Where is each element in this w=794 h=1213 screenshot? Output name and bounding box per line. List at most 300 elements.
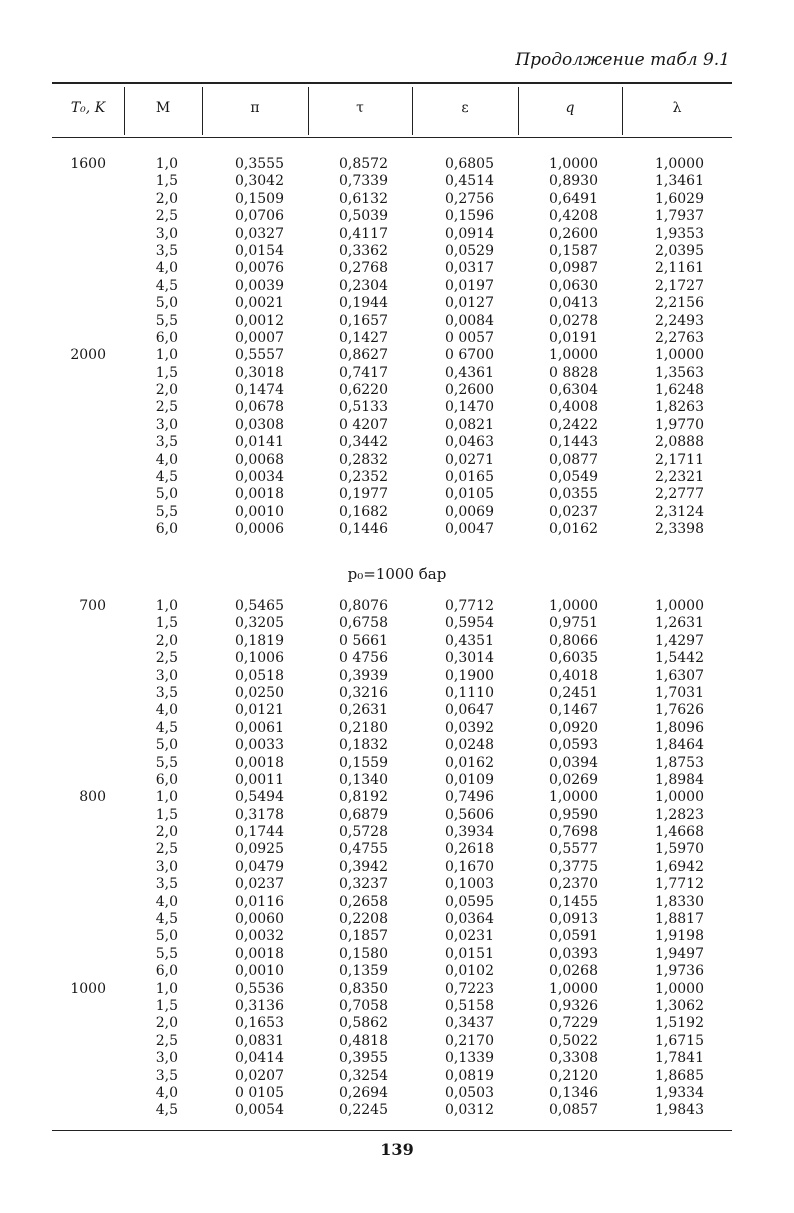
table-cell: 0,0018 xyxy=(235,945,284,962)
table-cell: 2,5 xyxy=(155,1032,178,1049)
table-cell: 0,3442 xyxy=(339,434,388,451)
table-cell: 0,1900 xyxy=(445,667,494,684)
table-cell: 0,0877 xyxy=(549,451,598,468)
table-cell: 1,0000 xyxy=(655,598,704,614)
table-cell: 2,0 xyxy=(155,824,178,841)
table-cell: 0,1857 xyxy=(339,928,388,945)
table-cell: 0,3018 xyxy=(235,364,284,381)
table-cell: 0,0154 xyxy=(235,242,284,259)
table-cell: 1,8464 xyxy=(655,737,704,754)
table-cell: 0,2352 xyxy=(339,469,388,486)
table-cell: 0,0913 xyxy=(549,911,598,928)
table-cell: 1,7031 xyxy=(655,684,704,701)
table-cell: 0,9590 xyxy=(549,806,598,823)
table-cell: 0,0237 xyxy=(549,503,598,520)
table-cell: 2,2156 xyxy=(655,295,704,312)
table-cell: 4,5 xyxy=(155,1102,178,1119)
table-cell: 0,5606 xyxy=(445,806,494,823)
table-row xyxy=(0,598,794,615)
table-row xyxy=(0,521,794,538)
table-cell: 0,8930 xyxy=(549,173,598,190)
table-cell: 1,9736 xyxy=(655,963,704,980)
table-row xyxy=(0,156,794,173)
table-cell: 0,2600 xyxy=(549,225,598,242)
table-row xyxy=(0,911,794,928)
table-cell: 0,7229 xyxy=(549,1015,598,1032)
table-cell: 2,0 xyxy=(155,382,178,399)
table-cell: 0,0068 xyxy=(235,451,284,468)
table-cell: 1,5442 xyxy=(655,650,704,667)
table-cell: 3,5 xyxy=(155,242,178,259)
table-cell: 0,0010 xyxy=(235,503,284,520)
table-row xyxy=(0,208,794,225)
table-cell: 0,2245 xyxy=(339,1102,388,1119)
table-cell: 5,0 xyxy=(155,737,178,754)
table-cell: 0,5557 xyxy=(235,347,284,364)
table-block-2 xyxy=(0,598,794,1120)
table-row xyxy=(0,365,794,382)
table-row xyxy=(0,260,794,277)
table-cell: 0,0248 xyxy=(445,737,494,754)
table-cell: 0,0678 xyxy=(235,399,284,416)
table-cell: 2,3124 xyxy=(655,503,704,520)
table-cell: 1,9843 xyxy=(655,1102,704,1119)
table-cell: 0,1682 xyxy=(339,503,388,520)
page-number: 139 xyxy=(380,1140,414,1159)
table-cell: 1,0000 xyxy=(655,980,704,997)
table-row xyxy=(0,1085,794,1102)
table-cell: 0,5577 xyxy=(549,841,598,858)
table-cell: 1,0 xyxy=(155,156,178,172)
table-row xyxy=(0,313,794,330)
table-cell: 0,0920 xyxy=(549,719,598,736)
table-cell: 0,1670 xyxy=(445,858,494,875)
table-cell: 5,5 xyxy=(155,503,178,520)
table-cell: 5,0 xyxy=(155,928,178,945)
table-cell: 0,0595 xyxy=(445,893,494,910)
table-cell: 0,2170 xyxy=(445,1032,494,1049)
table-cell: 0,0011 xyxy=(235,771,284,788)
table-cell: 0,1653 xyxy=(235,1015,284,1032)
header-mach: M xyxy=(155,100,171,116)
table-cell: 1,2823 xyxy=(655,806,704,823)
table-cell: 1,6248 xyxy=(655,382,704,399)
table-cell: 0,1359 xyxy=(339,963,388,980)
table-row xyxy=(0,650,794,667)
table-cell: 0,0364 xyxy=(445,911,494,928)
table-cell: 6,0 xyxy=(155,963,178,980)
table-cell: 4,5 xyxy=(155,277,178,294)
table-row xyxy=(0,946,794,963)
table-row xyxy=(0,737,794,754)
table-cell: 0,0355 xyxy=(549,486,598,503)
table-cell: 3,0 xyxy=(155,858,178,875)
table-row xyxy=(0,330,794,347)
table-cell: 0,6758 xyxy=(339,615,388,632)
table-cell: 0,0069 xyxy=(445,503,494,520)
table-cell: 6,0 xyxy=(155,771,178,788)
table-cell: 0,0010 xyxy=(235,963,284,980)
table-cell: 0,7496 xyxy=(445,789,494,806)
table-row xyxy=(0,452,794,469)
table-cell: 0,3362 xyxy=(339,242,388,259)
table-cell: 700 xyxy=(79,598,106,614)
table-cell: 0,7712 xyxy=(445,598,494,614)
table-cell: 3,5 xyxy=(155,434,178,451)
table-cell: 0,0047 xyxy=(445,521,494,538)
table-cell: 0,0394 xyxy=(549,754,598,771)
table-row xyxy=(0,434,794,451)
table-cell: 0,2120 xyxy=(549,1067,598,1084)
table-cell: 0,2370 xyxy=(549,876,598,893)
table-cell: 0,0529 xyxy=(445,242,494,259)
header-tau: τ xyxy=(356,100,364,116)
table-cell: 0,0109 xyxy=(445,771,494,788)
table-cell: 1,7712 xyxy=(655,876,704,893)
table-cell: 3,0 xyxy=(155,225,178,242)
table-cell: 0,0925 xyxy=(235,841,284,858)
table-cell: 0,1587 xyxy=(549,242,598,259)
table-cell: 0,3042 xyxy=(235,173,284,190)
table-cell: 1,7937 xyxy=(655,208,704,225)
table-cell: 4,0 xyxy=(155,1084,178,1101)
table-cell: 1,9497 xyxy=(655,945,704,962)
table-cell: 0,0268 xyxy=(549,963,598,980)
table-cell: 0,2600 xyxy=(445,382,494,399)
table-cell: 0,0141 xyxy=(235,434,284,451)
table-cell: 0,8572 xyxy=(339,156,388,172)
table-cell: 0,0706 xyxy=(235,208,284,225)
table-cell: 0,9326 xyxy=(549,997,598,1014)
table-cell: 6,0 xyxy=(155,329,178,346)
table-cell: 1,8753 xyxy=(655,754,704,771)
table-cell: 1,7841 xyxy=(655,1050,704,1067)
table-cell: 1000 xyxy=(70,980,106,997)
table-cell: 0,8066 xyxy=(549,632,598,649)
table-cell: 0,1944 xyxy=(339,295,388,312)
table-cell: 0,0831 xyxy=(235,1032,284,1049)
table-cell: 0,8076 xyxy=(339,598,388,614)
table-cell: 0,1110 xyxy=(445,684,494,701)
table-cell: 4,5 xyxy=(155,911,178,928)
table-cell: 0 4207 xyxy=(339,416,388,433)
table-cell: 6,0 xyxy=(155,521,178,538)
table-cell: 1,6942 xyxy=(655,858,704,875)
table-cell: 0,5954 xyxy=(445,615,494,632)
table-cell: 0,1559 xyxy=(339,754,388,771)
table-cell: 2,5 xyxy=(155,841,178,858)
table-cell: 0,1006 xyxy=(235,650,284,667)
table-row xyxy=(0,469,794,486)
table-row xyxy=(0,633,794,650)
table-cell: 1,0000 xyxy=(549,347,598,364)
table-cell: 0,0054 xyxy=(235,1102,284,1119)
table-cell: 0,0271 xyxy=(445,451,494,468)
table-cell: 0,1346 xyxy=(549,1084,598,1101)
bottom-rule xyxy=(52,1130,732,1131)
table-cell: 0,4514 xyxy=(445,173,494,190)
table-cell: 0,0084 xyxy=(445,312,494,329)
table-cell: 2,5 xyxy=(155,399,178,416)
header-epsilon: ε xyxy=(461,100,469,116)
table-cell: 0,0647 xyxy=(445,702,494,719)
table-cell: 0,1455 xyxy=(549,893,598,910)
table-cell: 0,6805 xyxy=(445,156,494,172)
table-cell: 0,1470 xyxy=(445,399,494,416)
table-row xyxy=(0,789,794,806)
table-cell: 0,2422 xyxy=(549,416,598,433)
table-cell: 0,0162 xyxy=(549,521,598,538)
table-row xyxy=(0,981,794,998)
table-block-1 xyxy=(0,156,794,539)
table-cell: 4,5 xyxy=(155,469,178,486)
table-cell: 0,1446 xyxy=(339,521,388,538)
table-cell: 0,4818 xyxy=(339,1032,388,1049)
table-cell: 1,0 xyxy=(155,598,178,614)
table-cell: 5,5 xyxy=(155,754,178,771)
table-cell: 0,3254 xyxy=(339,1067,388,1084)
table-cell: 1,2631 xyxy=(655,615,704,632)
table-cell: 0,0018 xyxy=(235,486,284,503)
table-row xyxy=(0,755,794,772)
table-cell: 0,5536 xyxy=(235,980,284,997)
table-cell: 0,6220 xyxy=(339,382,388,399)
table-cell: 1,0000 xyxy=(549,980,598,997)
table-cell: 0,0593 xyxy=(549,737,598,754)
table-cell: 0,9751 xyxy=(549,615,598,632)
table-cell: 1,8330 xyxy=(655,893,704,910)
table-cell: 0,0034 xyxy=(235,469,284,486)
table-cell: 1,0000 xyxy=(655,347,704,364)
table-cell: 0,5039 xyxy=(339,208,388,225)
table-cell: 1,0 xyxy=(155,789,178,806)
table-cell: 0,0987 xyxy=(549,260,598,277)
table-cell: 0,4351 xyxy=(445,632,494,649)
table-cell: 0,3555 xyxy=(235,156,284,172)
table-row xyxy=(0,894,794,911)
table-row xyxy=(0,1015,794,1032)
table-cell: 4,5 xyxy=(155,719,178,736)
table-row xyxy=(0,1033,794,1050)
table-cell: 1,5 xyxy=(155,806,178,823)
table-cell: 1,4297 xyxy=(655,632,704,649)
table-cell: 0,0127 xyxy=(445,295,494,312)
table-cell: 0,2208 xyxy=(339,911,388,928)
table-cell: 1,0000 xyxy=(655,156,704,172)
table-cell: 1,9198 xyxy=(655,928,704,945)
table-cell: 1,8096 xyxy=(655,719,704,736)
table-cell: 1,8984 xyxy=(655,771,704,788)
table-cell: 0,2451 xyxy=(549,684,598,701)
table-row xyxy=(0,417,794,434)
table-cell: 4,0 xyxy=(155,702,178,719)
table-cell: 1,8817 xyxy=(655,911,704,928)
table-cell: 0,1340 xyxy=(339,771,388,788)
table-cell: 0,0250 xyxy=(235,684,284,701)
table-cell: 0,0021 xyxy=(235,295,284,312)
table-cell: 4,0 xyxy=(155,451,178,468)
table-row xyxy=(0,226,794,243)
table-cell: 5,0 xyxy=(155,486,178,503)
header-t0: T₀, K xyxy=(70,100,106,116)
table-cell: 0,4755 xyxy=(339,841,388,858)
table-cell: 0,0463 xyxy=(445,434,494,451)
table-cell: 5,5 xyxy=(155,945,178,962)
table-cell: 0,3955 xyxy=(339,1050,388,1067)
table-cell: 0,7223 xyxy=(445,980,494,997)
table-cell: 0,0033 xyxy=(235,737,284,754)
table-cell: 3,5 xyxy=(155,1067,178,1084)
table-cell: 0,0162 xyxy=(445,754,494,771)
table-cell: 1,6029 xyxy=(655,190,704,207)
table-row xyxy=(0,295,794,312)
table-cell: 0 8828 xyxy=(549,364,598,381)
table-cell: 0,0151 xyxy=(445,945,494,962)
table-cell: 0,4208 xyxy=(549,208,598,225)
table-cell: 1,8263 xyxy=(655,399,704,416)
table-cell: 0,3437 xyxy=(445,1015,494,1032)
top-rule xyxy=(52,82,732,84)
table-cell: 2000 xyxy=(70,347,106,364)
table-cell: 3,0 xyxy=(155,416,178,433)
table-cell: 0,2658 xyxy=(339,893,388,910)
table-cell: 1,6307 xyxy=(655,667,704,684)
table-row xyxy=(0,702,794,719)
pressure-label: p₀=1000 бар xyxy=(347,565,447,583)
table-cell: 0,0503 xyxy=(445,1084,494,1101)
table-cell: 0,0197 xyxy=(445,277,494,294)
table-cell: 800 xyxy=(79,789,106,806)
table-cell: 1,0000 xyxy=(655,789,704,806)
table-cell: 2,1711 xyxy=(655,451,704,468)
table-cell: 2,0 xyxy=(155,1015,178,1032)
table-cell: 4,0 xyxy=(155,260,178,277)
table-cell: 1,0 xyxy=(155,980,178,997)
table-cell: 0,5022 xyxy=(549,1032,598,1049)
table-row xyxy=(0,824,794,841)
table-cell: 0,1509 xyxy=(235,190,284,207)
table-cell: 0,0191 xyxy=(549,329,598,346)
table-cell: 1,6715 xyxy=(655,1032,704,1049)
table-cell: 0,0278 xyxy=(549,312,598,329)
table-cell: 0,1003 xyxy=(445,876,494,893)
table-cell: 0,0821 xyxy=(445,416,494,433)
header-lambda: λ xyxy=(672,100,682,116)
table-cell: 0,0006 xyxy=(235,521,284,538)
table-cell: 0,0032 xyxy=(235,928,284,945)
table-row xyxy=(0,1102,794,1119)
table-cell: 1600 xyxy=(70,156,106,172)
table-row xyxy=(0,720,794,737)
table-cell: 0,2768 xyxy=(339,260,388,277)
table-cell: 0,1977 xyxy=(339,486,388,503)
table-cell: 3,5 xyxy=(155,684,178,701)
table-cell: 0,0327 xyxy=(235,225,284,242)
table-cell: 0,1467 xyxy=(549,702,598,719)
table-cell: 0 6700 xyxy=(445,347,494,364)
table-cell: 1,9353 xyxy=(655,225,704,242)
table-cell: 0,1596 xyxy=(445,208,494,225)
table-cell: 0,1819 xyxy=(235,632,284,649)
table-row xyxy=(0,399,794,416)
table-cell: 1,3461 xyxy=(655,173,704,190)
table-cell: 0,8192 xyxy=(339,789,388,806)
table-cell: 0,0012 xyxy=(235,312,284,329)
table-cell: 0,1443 xyxy=(549,434,598,451)
table-cell: 1,5192 xyxy=(655,1015,704,1032)
table-cell: 0,7698 xyxy=(549,824,598,841)
table-cell: 1,9334 xyxy=(655,1084,704,1101)
table-cell: 1,0000 xyxy=(549,598,598,614)
table-cell: 2,5 xyxy=(155,650,178,667)
table-cell: 0,6304 xyxy=(549,382,598,399)
table-row xyxy=(0,615,794,632)
table-cell: 1,5 xyxy=(155,364,178,381)
table-cell: 1,0000 xyxy=(549,789,598,806)
table-cell: 5,5 xyxy=(155,312,178,329)
table-cell: 2,2493 xyxy=(655,312,704,329)
table-cell: 0,5133 xyxy=(339,399,388,416)
table-row xyxy=(0,486,794,503)
table-cell: 0,0018 xyxy=(235,754,284,771)
table-cell: 0,0819 xyxy=(445,1067,494,1084)
table-cell: 0,0269 xyxy=(549,771,598,788)
table-cell: 0,0237 xyxy=(235,876,284,893)
table-cell: 0,2631 xyxy=(339,702,388,719)
table-cell: 0,3014 xyxy=(445,650,494,667)
table-cell: 0,7058 xyxy=(339,997,388,1014)
table-row xyxy=(0,772,794,789)
table-cell: 0,0312 xyxy=(445,1102,494,1119)
table-cell: 0,3205 xyxy=(235,615,284,632)
table-cell: 2,1161 xyxy=(655,260,704,277)
table-cell: 0,0116 xyxy=(235,893,284,910)
table-cell: 0,2304 xyxy=(339,277,388,294)
table-row xyxy=(0,243,794,260)
table-cell: 0,4008 xyxy=(549,399,598,416)
table-cell: 0,1474 xyxy=(235,382,284,399)
table-cell: 2,0395 xyxy=(655,242,704,259)
table-cell: 0,3934 xyxy=(445,824,494,841)
table-row xyxy=(0,807,794,824)
table-cell: 0 0105 xyxy=(235,1084,284,1101)
table-row xyxy=(0,504,794,521)
table-row xyxy=(0,278,794,295)
table-cell: 0,0060 xyxy=(235,911,284,928)
table-cell: 0,6132 xyxy=(339,190,388,207)
table-cell: 2,3398 xyxy=(655,521,704,538)
table-cell: 1,3062 xyxy=(655,997,704,1014)
table-cell: 0,6491 xyxy=(549,190,598,207)
table-cell: 0,3178 xyxy=(235,806,284,823)
table-cell: 0,6879 xyxy=(339,806,388,823)
table-cell: 1,7626 xyxy=(655,702,704,719)
table-row xyxy=(0,841,794,858)
table-cell: 1,5970 xyxy=(655,841,704,858)
table-row xyxy=(0,1068,794,1085)
table-cell: 0 0057 xyxy=(445,329,494,346)
header-rule xyxy=(52,137,732,138)
table-cell: 0,0007 xyxy=(235,329,284,346)
table-cell: 0,0121 xyxy=(235,702,284,719)
table-cell: 4,0 xyxy=(155,893,178,910)
table-cell: 2,2763 xyxy=(655,329,704,346)
table-cell: 0,0393 xyxy=(549,945,598,962)
table-cell: 0,0479 xyxy=(235,858,284,875)
table-cell: 0,1832 xyxy=(339,737,388,754)
table-caption: Продолжение табл 9.1 xyxy=(515,50,730,70)
table-cell: 0,1427 xyxy=(339,329,388,346)
